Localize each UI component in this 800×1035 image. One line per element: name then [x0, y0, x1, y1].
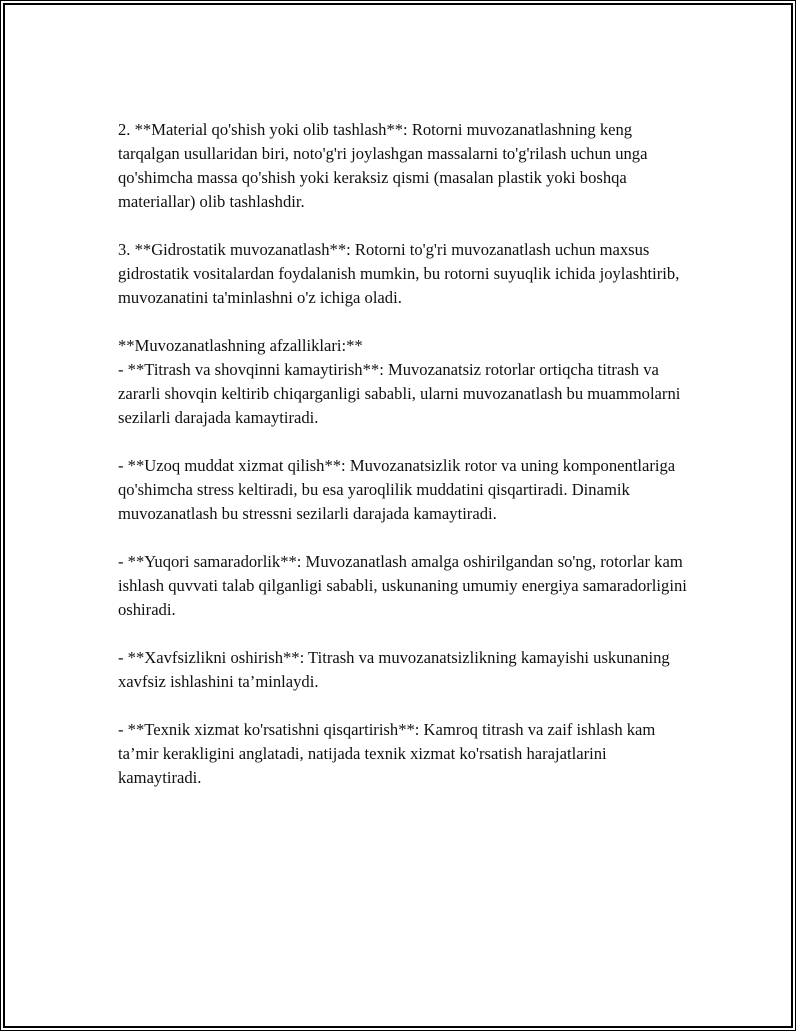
- document-body: [118, 118, 688, 814]
- paragraph-material-removal: 2. **Material qo'shish yoki olib tashlash**: Rotorni muvozanatlashning keng tarqalgan usullaridan biri, noto'g'ri joylashgan massalarni to'g'rilash uchun unga qo'shimcha massa qo'shish yoki keraksiz qismi (masalan plastik yoki boshqa materiallar) olib tashlashdir.: [118, 120, 648, 211]
- section-heading-advantages: **Muvozanatlashning afzalliklari:**: [118, 336, 363, 355]
- list-item-maintenance: - **Texnik xizmat ko'rsatishni qisqartirish**: Kamroq titrash va zaif ishlash kam ta’mir kerakligini anglatadi, natijada texnik xizmat ko'rsatish harajatlarini kamaytiradi.: [118, 720, 656, 787]
- list-item-vibration-noise: - **Titrash va shovqinni kamaytirish**: Muvozanatsiz rotorlar ortiqcha titrash va zararli shovqin keltirib chiqarganligi sababli, ularni muvozanatlash bu muammolarni sezilarli darajada kamaytiradi.: [118, 360, 681, 427]
- list-item-safety: - **Xavfsizlikni oshirish**: Titrash va muvozanatsizlikning kamayishi uskunaning xavfsiz ishlashini ta’minlaydi.: [118, 648, 670, 691]
- paragraph-hydrostatic-balancing: 3. **Gidrostatik muvozanatlash**: Rotorni to'g'ri muvozanatlash uchun maxsus gidrostatik vositalardan foydalanish mumkin, bu rotorni suyuqlik ichida joylashtirib, muvozanatini ta'minlashni o'z ichiga oladi.: [118, 240, 680, 307]
- list-item-long-service: - **Uzoq muddat xizmat qilish**: Muvozanatsizlik rotor va uning komponentlariga qo'shimcha stress keltiradi, bu esa yaroqlilik muddatini qisqartiradi. Dinamik muvozanatlash bu stressni sezilarli darajada kamaytiradi.: [118, 456, 676, 523]
- list-item-efficiency: - **Yuqori samaradorlik**: Muvozanatlash amalga oshirilgandan so'ng, rotorlar kam ishlash quvvati talab qilganligi sababli, uskunaning umumiy energiya samaradorligini oshiradi.: [118, 552, 687, 619]
